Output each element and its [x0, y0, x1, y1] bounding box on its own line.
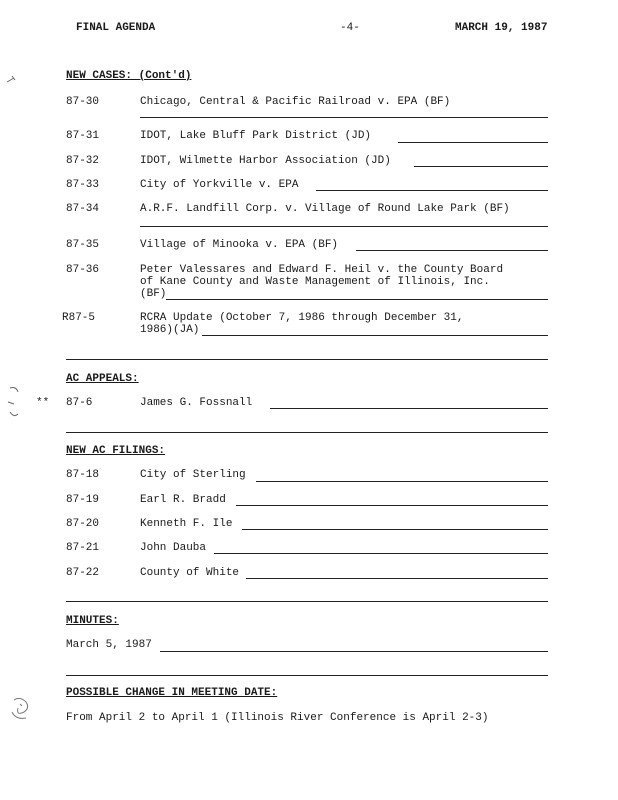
- section-divider: [66, 359, 548, 360]
- case-text: City of Yorkville v. EPA: [140, 179, 299, 191]
- filing-number: 87-18: [66, 469, 100, 481]
- section-divider: [66, 601, 548, 602]
- case-number: 87-32: [66, 155, 100, 167]
- minutes-heading: MINUTES:: [66, 615, 119, 627]
- rule-line: [140, 226, 548, 227]
- filing-number: 87-19: [66, 494, 100, 506]
- filing-text: Kenneth F. Ile: [140, 518, 233, 530]
- section-divider: [66, 675, 548, 676]
- filing-text: John Dauba: [140, 542, 207, 554]
- filing-number: 87-22: [66, 567, 100, 579]
- case-number: 87-35: [66, 239, 100, 251]
- new-ac-filings-heading: NEW AC FILINGS:: [66, 445, 166, 457]
- rule-line: [246, 578, 548, 579]
- stamp-scribble-icon: [6, 694, 34, 724]
- margin-scribble-icon: [4, 384, 22, 420]
- case-number: R87-5: [62, 312, 96, 324]
- case-text-line: (BF): [140, 288, 167, 300]
- filing-text: Earl R. Bradd: [140, 494, 226, 506]
- meeting-date-heading: POSSIBLE CHANGE IN MEETING DATE:: [66, 687, 278, 699]
- new-cases-heading: NEW CASES: (Cont'd): [66, 70, 192, 82]
- case-text: Village of Minooka v. EPA (BF): [140, 239, 339, 251]
- case-number: 87-30: [66, 96, 100, 108]
- rule-line: [202, 335, 548, 336]
- case-text-line: RCRA Update (October 7, 1986 through December 31,: [140, 312, 464, 324]
- rule-line: [214, 553, 548, 554]
- case-number: 87-36: [66, 264, 100, 276]
- margin-scribble-icon: [4, 72, 18, 86]
- header-date: MARCH 19, 1987: [455, 22, 548, 34]
- case-number: 87-33: [66, 179, 100, 191]
- rule-line: [256, 481, 548, 482]
- filing-number: 87-21: [66, 542, 100, 554]
- case-text-line: 1986)(JA): [140, 324, 200, 336]
- case-text: A.R.F. Landfill Corp. v. Village of Round Lake Park (BF): [140, 203, 510, 215]
- rule-line: [316, 190, 548, 191]
- case-text: IDOT, Lake Bluff Park District (JD): [140, 130, 372, 142]
- rule-line: [242, 529, 548, 530]
- rule-line: [160, 651, 548, 652]
- rule-line: [166, 299, 548, 300]
- ac-appeals-heading: AC APPEALS:: [66, 373, 139, 385]
- rule-line: [414, 166, 548, 167]
- case-text: James G. Fossnall: [140, 397, 253, 409]
- meeting-date-text: From April 2 to April 1 (Illinois River Conference is April 2-3): [66, 712, 489, 724]
- filing-text: City of Sterling: [140, 469, 246, 481]
- case-number: 87-6: [66, 397, 93, 409]
- case-text-line: Peter Valessares and Edward F. Heil v. the County Board: [140, 264, 504, 276]
- rule-line: [398, 142, 548, 143]
- case-text: IDOT, Wilmette Harbor Association (JD): [140, 155, 391, 167]
- priority-marker: **: [36, 397, 50, 409]
- header-left: FINAL AGENDA: [76, 22, 156, 34]
- rule-line: [270, 408, 548, 409]
- minutes-text: March 5, 1987: [66, 639, 152, 651]
- section-divider: [66, 432, 548, 433]
- case-text: Chicago, Central & Pacific Railroad v. EPA (BF): [140, 96, 451, 108]
- rule-line: [140, 117, 548, 118]
- case-text-line: of Kane County and Waste Management of Illinois, Inc.: [140, 276, 490, 288]
- rule-line: [356, 250, 548, 251]
- filing-text: County of White: [140, 567, 240, 579]
- case-number: 87-31: [66, 130, 100, 142]
- rule-line: [236, 505, 548, 506]
- filing-number: 87-20: [66, 518, 100, 530]
- case-number: 87-34: [66, 203, 100, 215]
- page-number: -4-: [340, 22, 360, 34]
